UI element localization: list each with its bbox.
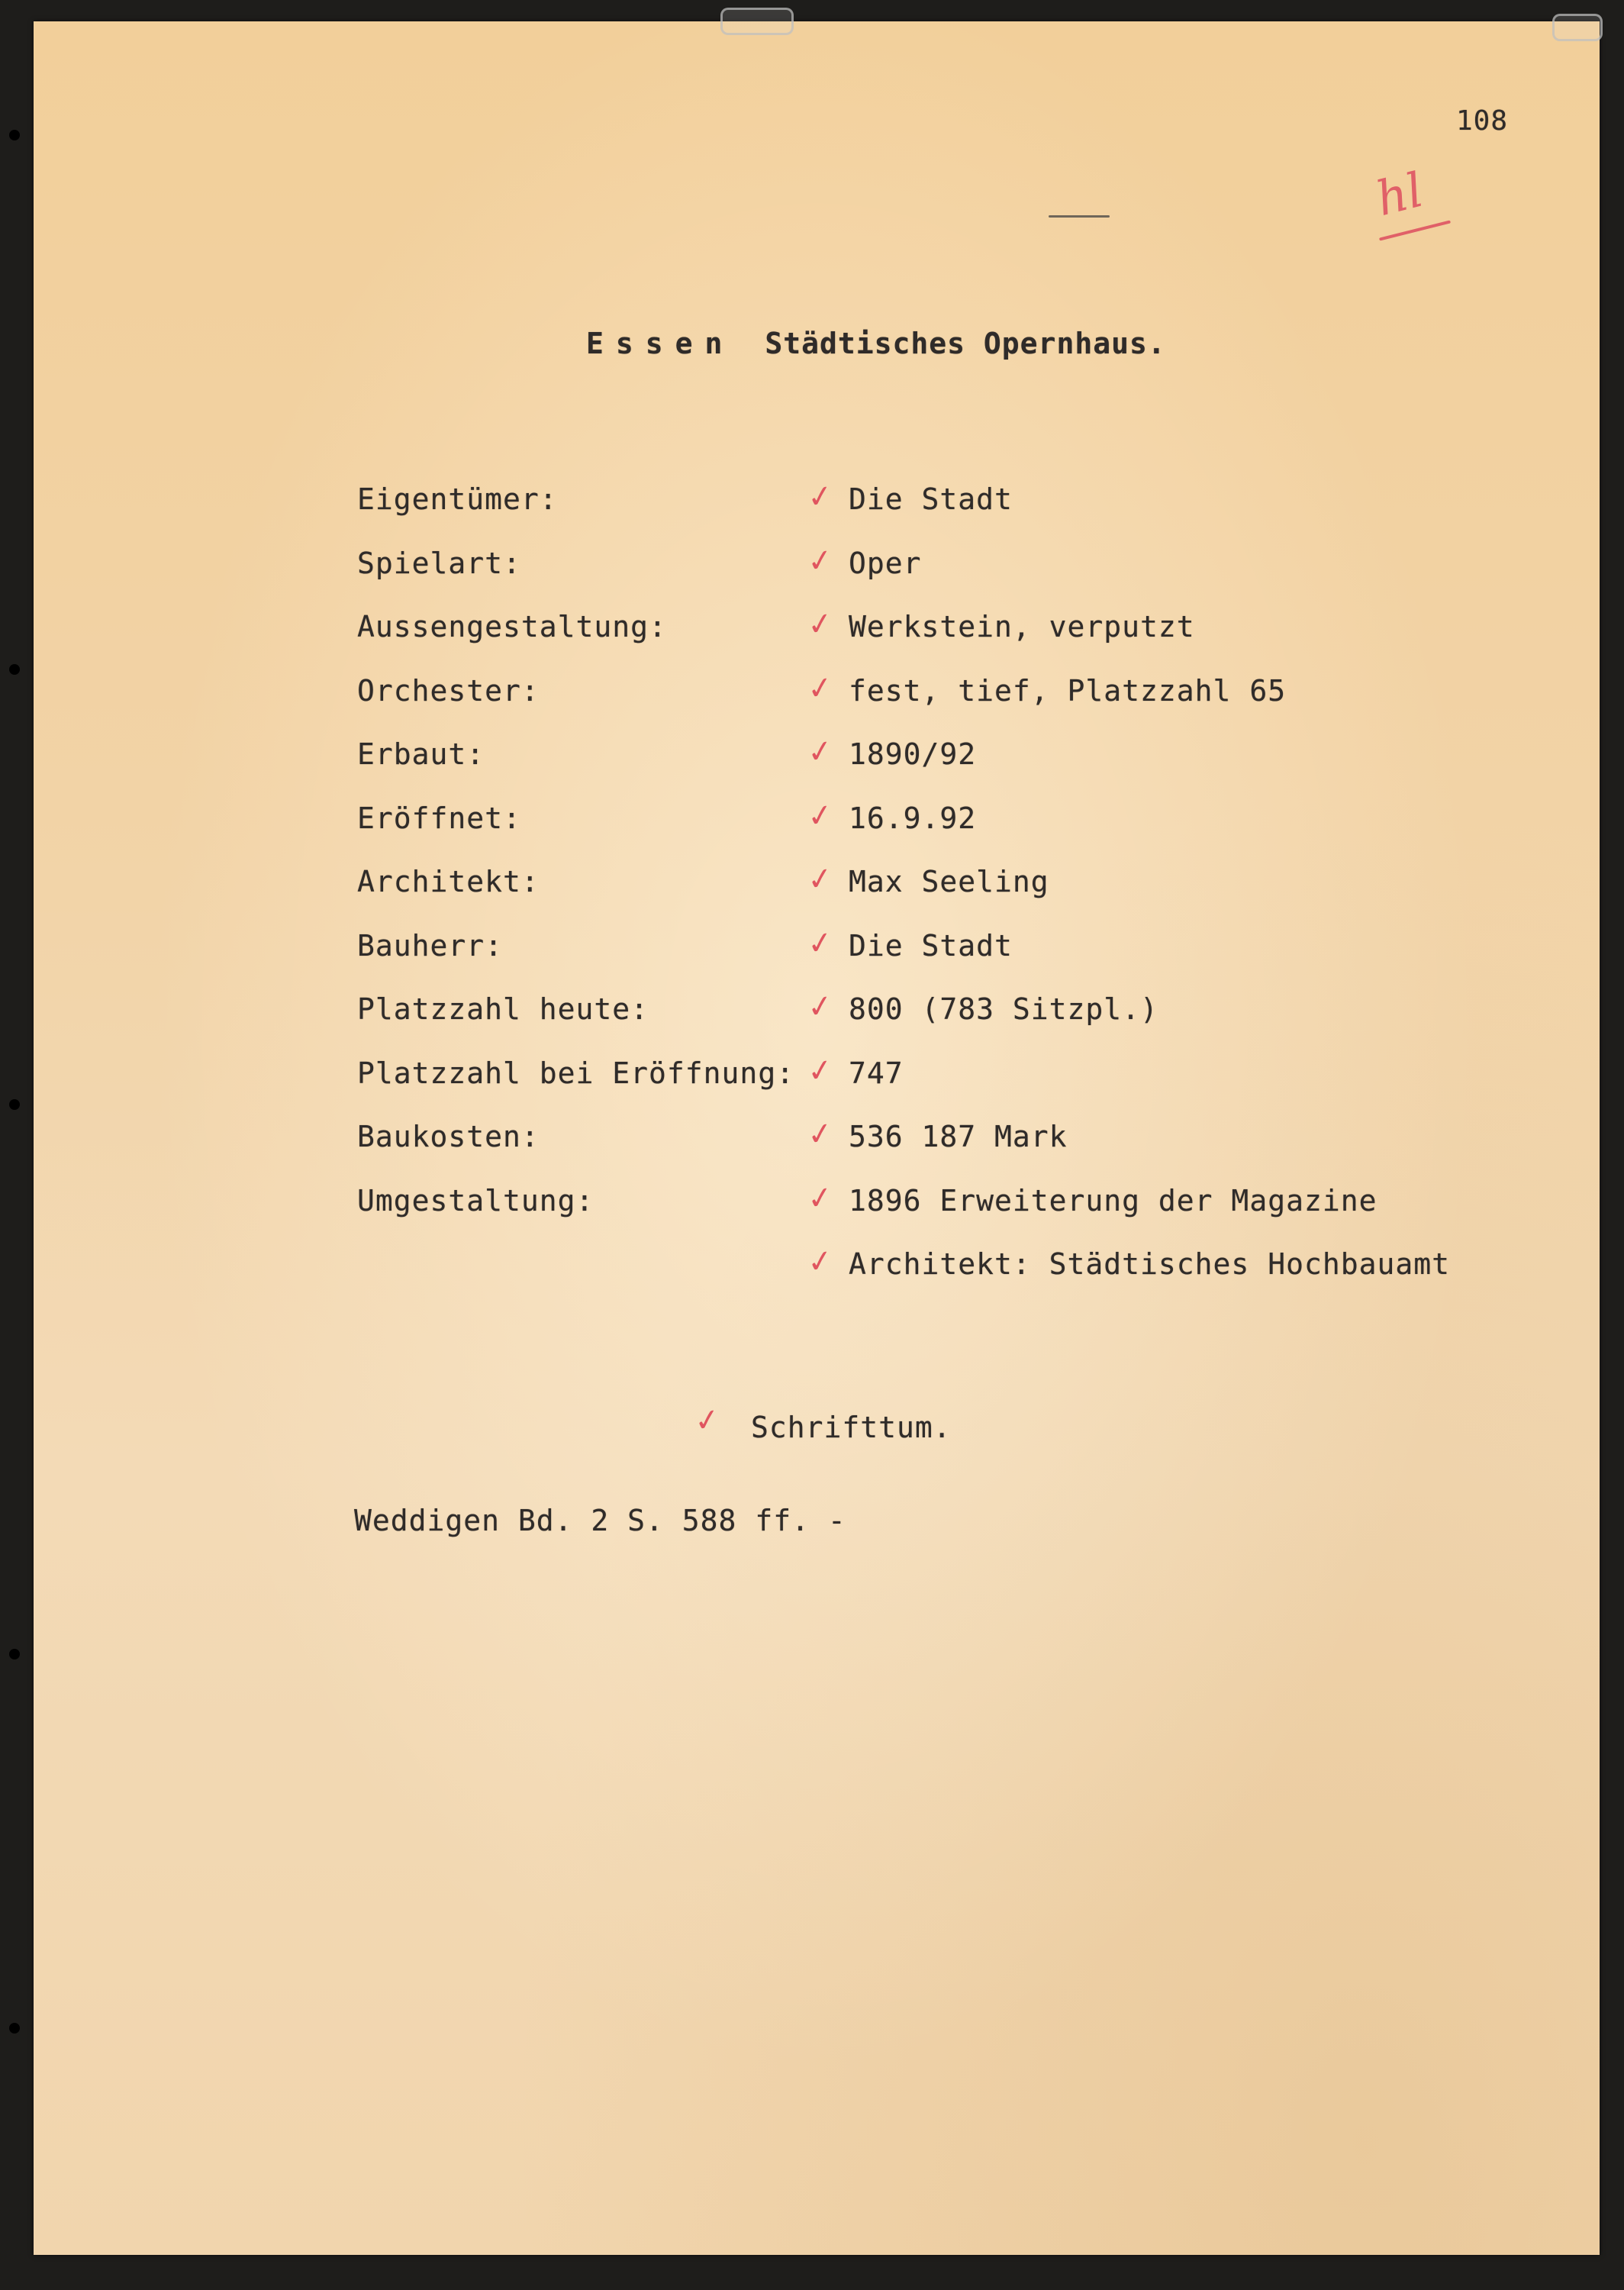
field-label: Spielart:: [357, 547, 521, 580]
literature-reference: Weddigen Bd. 2 S. 588 ff. -: [354, 1504, 846, 1537]
handwritten-annotation: hl: [1371, 161, 1429, 227]
check-mark-icon: ✓: [804, 1179, 836, 1218]
field-label: Platzzahl bei Eröffnung:: [357, 1056, 795, 1090]
field-value: 1896 Erweiterung der Magazine: [849, 1184, 1378, 1218]
binder-hole: [9, 1649, 20, 1659]
field-label: Orchester:: [357, 674, 540, 708]
binder-hole: [9, 2023, 20, 2034]
check-mark-icon: ✓: [804, 732, 836, 772]
field-value: Werkstein, verputzt: [849, 610, 1195, 643]
field-value: Oper: [849, 547, 922, 580]
field-label: Baukosten:: [357, 1120, 540, 1153]
field-label: Platzzahl heute:: [357, 992, 649, 1026]
field-label: Eröffnet:: [357, 802, 521, 835]
field-value: 747: [849, 1056, 904, 1090]
field-value: Architekt: Städtisches Hochbauamt: [849, 1247, 1450, 1281]
field-label: Erbaut:: [357, 737, 485, 771]
field-value: Die Stadt: [849, 929, 1013, 963]
field-label: Architekt:: [357, 865, 540, 898]
check-mark-icon: ✓: [804, 987, 836, 1027]
field-label: Bauherr:: [357, 929, 504, 963]
pencil-mark: [1049, 215, 1110, 218]
clip-mark: [720, 8, 794, 35]
field-value: 800 (783 Sitzpl.): [849, 992, 1158, 1026]
field-label: Umgestaltung:: [357, 1184, 594, 1218]
check-mark-icon: ✓: [804, 1114, 836, 1154]
binder-hole: [9, 1099, 20, 1110]
title-building: Städtisches Opernhaus.: [765, 327, 1166, 360]
field-value: 536 187 Mark: [849, 1120, 1068, 1153]
field-value: 1890/92: [849, 737, 977, 771]
check-mark-icon: ✓: [804, 605, 836, 644]
binder-hole: [9, 664, 20, 675]
document-title: [586, 327, 1166, 360]
title-city: Essen: [586, 327, 735, 360]
literature-heading: Schrifttum.: [751, 1411, 952, 1444]
check-mark-icon: ✓: [804, 860, 836, 899]
binder-hole: [9, 130, 20, 140]
field-value: Die Stadt: [849, 482, 1013, 516]
check-mark-icon: ✓: [804, 924, 836, 963]
field-value: 16.9.92: [849, 802, 977, 835]
field-label: Aussengestaltung:: [357, 610, 667, 643]
check-mark-icon: ✓: [804, 1051, 836, 1091]
check-mark-icon: ✓: [804, 796, 836, 836]
check-mark-icon: ✓: [691, 1401, 723, 1440]
field-value: Max Seeling: [849, 865, 1049, 898]
paper-sheet: [34, 21, 1600, 2255]
check-mark-icon: ✓: [804, 1242, 836, 1282]
check-mark-icon: ✓: [804, 669, 836, 708]
check-mark-icon: ✓: [804, 477, 836, 517]
check-mark-icon: ✓: [804, 541, 836, 581]
field-value: fest, tief, Platzzahl 65: [849, 674, 1287, 708]
field-label: Eigentümer:: [357, 482, 558, 516]
page-number: 108: [1456, 105, 1509, 137]
clip-mark: [1552, 14, 1603, 41]
